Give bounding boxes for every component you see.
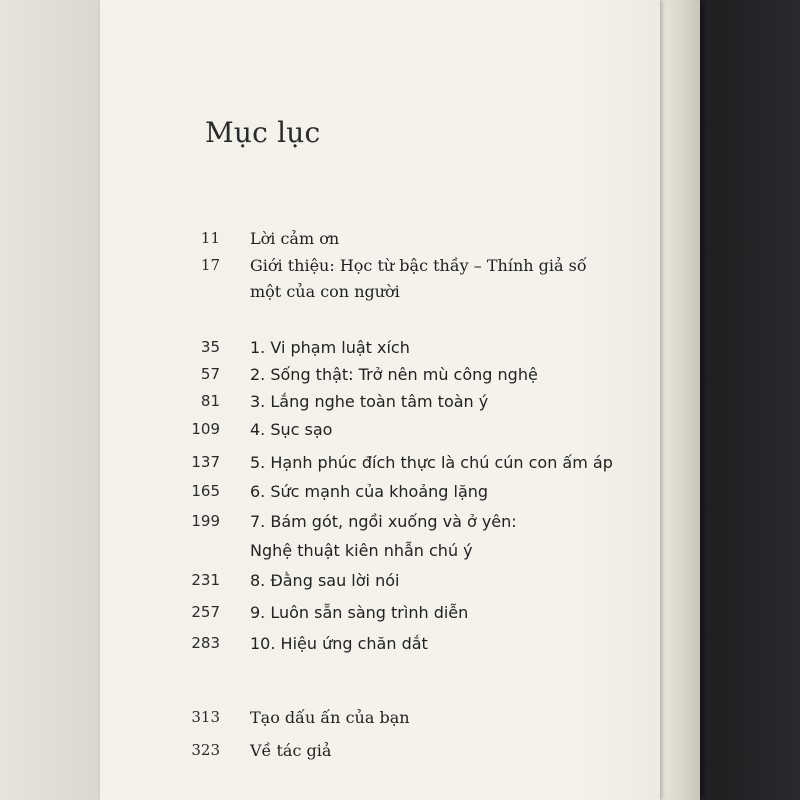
toc-entry <box>0 541 660 565</box>
toc-entry-label: 10. Hiệu ứng chăn dắt <box>250 634 428 653</box>
toc-entry-label: một của con người <box>250 282 400 301</box>
toc-entry <box>0 512 660 536</box>
toc-page-number: 11 <box>200 229 220 247</box>
toc-entry-label: 7. Bám gót, ngồi xuống và ở yên: <box>250 512 517 531</box>
toc-entry-label: 9. Luôn sẵn sàng trình diễn <box>250 603 469 622</box>
toc-page-number: 199 <box>191 512 220 530</box>
toc-entry <box>0 634 660 658</box>
toc-page-number: 313 <box>191 708 220 726</box>
toc-page-number: 81 <box>200 392 220 410</box>
toc-entry-label: 6. Sức mạnh của khoảng lặng <box>250 482 489 501</box>
page-stack-edge <box>660 0 700 800</box>
toc-entry-label: Về tác giả <box>250 741 332 760</box>
toc-entry <box>0 741 660 765</box>
toc-page-number: 109 <box>191 420 220 438</box>
toc-page-number: 57 <box>200 365 220 383</box>
toc-page-number: 257 <box>191 603 220 621</box>
toc-entry <box>0 282 660 306</box>
page-title: Mục lục <box>205 116 321 149</box>
toc-entry <box>0 229 660 253</box>
toc-page-number: 35 <box>200 338 220 356</box>
toc-entry-label: 1. Vi phạm luật xích <box>250 338 410 357</box>
toc-entry <box>0 482 660 506</box>
toc-entry-label: Giới thiệu: Học từ bậc thầy – Thính giả số <box>250 256 587 275</box>
toc-entry <box>0 420 660 444</box>
toc-entry <box>0 603 660 627</box>
toc-entry <box>0 392 660 416</box>
toc-entry-label: Nghệ thuật kiên nhẫn chú ý <box>250 541 473 560</box>
toc-page-number: 231 <box>191 571 220 589</box>
toc-entry <box>0 256 660 280</box>
toc-page-number: 165 <box>191 482 220 500</box>
toc-entry <box>0 365 660 389</box>
toc-entry-label: Tạo dấu ấn của bạn <box>250 708 410 727</box>
toc-entry-label: 3. Lắng nghe toàn tâm toàn ý <box>250 392 489 411</box>
toc-page-number: 17 <box>200 256 220 274</box>
toc-entry-label: 4. Sục sạo <box>250 420 333 439</box>
toc-entry <box>0 338 660 362</box>
toc-entry <box>0 453 660 477</box>
toc-entry-label: Lời cảm ơn <box>250 229 340 248</box>
toc-page-number: 137 <box>191 453 220 471</box>
toc-entry <box>0 708 660 732</box>
toc-entry-label: 8. Đằng sau lời nói <box>250 571 400 590</box>
toc-entry <box>0 571 660 595</box>
toc-entry-label: 2. Sống thật: Trở nên mù công nghệ <box>250 365 538 384</box>
toc-page-number: 283 <box>191 634 220 652</box>
toc-page-number: 323 <box>191 741 220 759</box>
toc-entry-label: 5. Hạnh phúc đích thực là chú cún con ấm áp <box>250 453 613 472</box>
